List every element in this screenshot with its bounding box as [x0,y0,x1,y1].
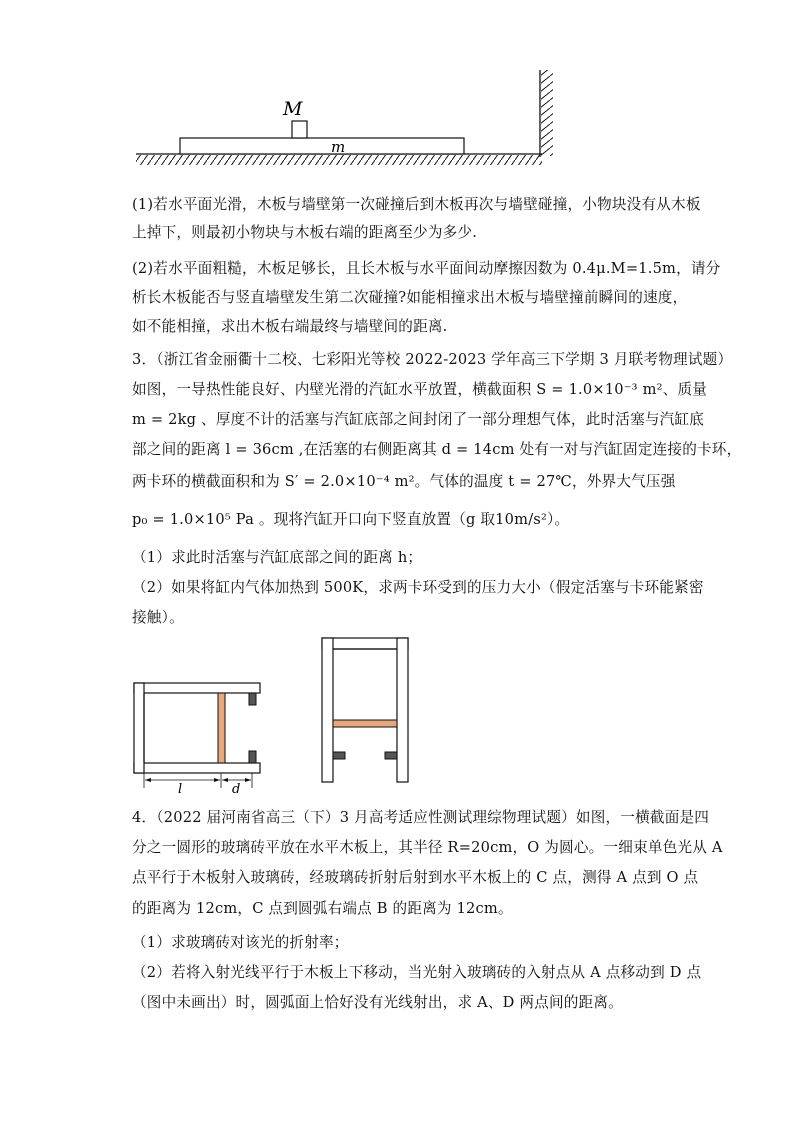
clip-h-top [249,693,256,705]
clip-v-left [333,752,345,759]
p3-line6: p₀ = 1.0×10⁵ Pa 。现将汽缸开口向下竖直放置（g 取10m/s²）。 [132,511,570,528]
p3-line1: 3．（浙江省金丽衢十二校、七彩阳光等校 2022-2023 学年高三下学期 3 月联考物理试题） [132,351,733,368]
p4-part2-line1: （2）若将入射光线平行于木板上下移动，当光射入玻璃砖的入射点从 A 点移动到 D 点 [132,964,702,981]
p2-part2-line2: 析长木板能否与竖直墙壁发生第二次碰撞?如能相撞求出木板与墙壁撞前瞬间的速度， [132,289,688,306]
label-m: m [331,138,346,156]
p4-line2: 分之一圆形的玻璃砖平放在水平木板上，其半径 R=20cm，O 为圆心。一细束单色光从 A [132,839,723,856]
p3-part2-line2: 接触）。 [132,609,184,626]
cyl-h-base-wall [134,683,144,773]
p4-line4: 的距离为 12cm，C 点到圆弧右端点 B 的距离为 12cm。 [132,900,513,917]
wall-hatch [541,70,553,156]
p3-line4: 部之间的距离 l = 36cm ,在活塞的右侧距离其 d = 14cm 处有一对与汽缸固定连接的卡环， [132,441,742,458]
clip-v-right [385,752,397,759]
block-M [292,121,307,138]
p3-part1: （1）求此时活塞与汽缸底部之间的距离 h； [132,549,423,566]
p4-line3: 点平行于木板射入玻璃砖，经玻璃砖折射后射到水平木板上的 C 点，测得 A 点到 O 点 [132,869,699,886]
p3-line5: 两卡环的横截面积和为 S′ = 2.0×10⁻⁴ m²。气体的温度 t = 27℃，外界大气压强 [132,473,676,490]
p4-part1: （1）求玻璃砖对该光的折射率； [132,934,349,951]
ground-hatch [136,155,542,165]
piston-h [218,693,225,763]
label-M: M [283,98,303,120]
label-d: d [232,782,241,794]
cyl-h-top-wall [134,683,260,693]
figure-cylinder-vertical [318,634,414,786]
p2-part2-line3: 如不能相撞，求出木板右端最终与墙壁间的距离. [132,318,448,335]
clip-h-bottom [249,751,256,763]
board-m [180,138,464,154]
p3-part2-line1: （2）如果将缸内气体加热到 500K，求两卡环受到的压力大小（假定活塞与卡环能紧密 [132,579,704,596]
cyl-v-top-wall [322,638,408,649]
cyl-v-left-wall [322,638,333,782]
figure-cylinder-horizontal [128,676,278,794]
p2-part2-line1: (2)若水平面粗糙，木板足够长，且长木板与水平面间动摩擦因数为 0.4μ.M=1.5m，请分 [132,260,721,277]
piston-v [333,720,397,727]
p4-line1: 4．（2022 届河南省高三（下）3 月高考适应性测试理综物理试题）如图，一横截面是四 [132,809,710,826]
p3-line3: m = 2kg 、厚度不计的活塞与汽缸底部之间封闭了一部分理想气体，此时活塞与汽缸底 [132,411,705,428]
p2-part1-line1: (1)若水平面光滑，木板与墙壁第一次碰撞后到木板再次与墙壁碰撞，小物块没有从木板 [132,196,701,213]
label-l: l [178,782,183,794]
p2-part1-line2: 上掉下，则最初小物块与木板右端的距离至少为多少. [132,224,478,241]
cyl-v-right-wall [397,638,408,782]
p3-line2: 如图，一导热性能良好、内壁光滑的汽缸水平放置，横截面积 S = 1.0×10⁻³ m²、质量 [132,381,708,398]
cyl-h-bottom-wall [134,763,260,773]
p4-part2-line2: （图中未画出）时，圆弧面上恰好没有光线射出，求 A、D 两点间的距离。 [132,994,623,1011]
figure-board-wall [130,60,570,172]
